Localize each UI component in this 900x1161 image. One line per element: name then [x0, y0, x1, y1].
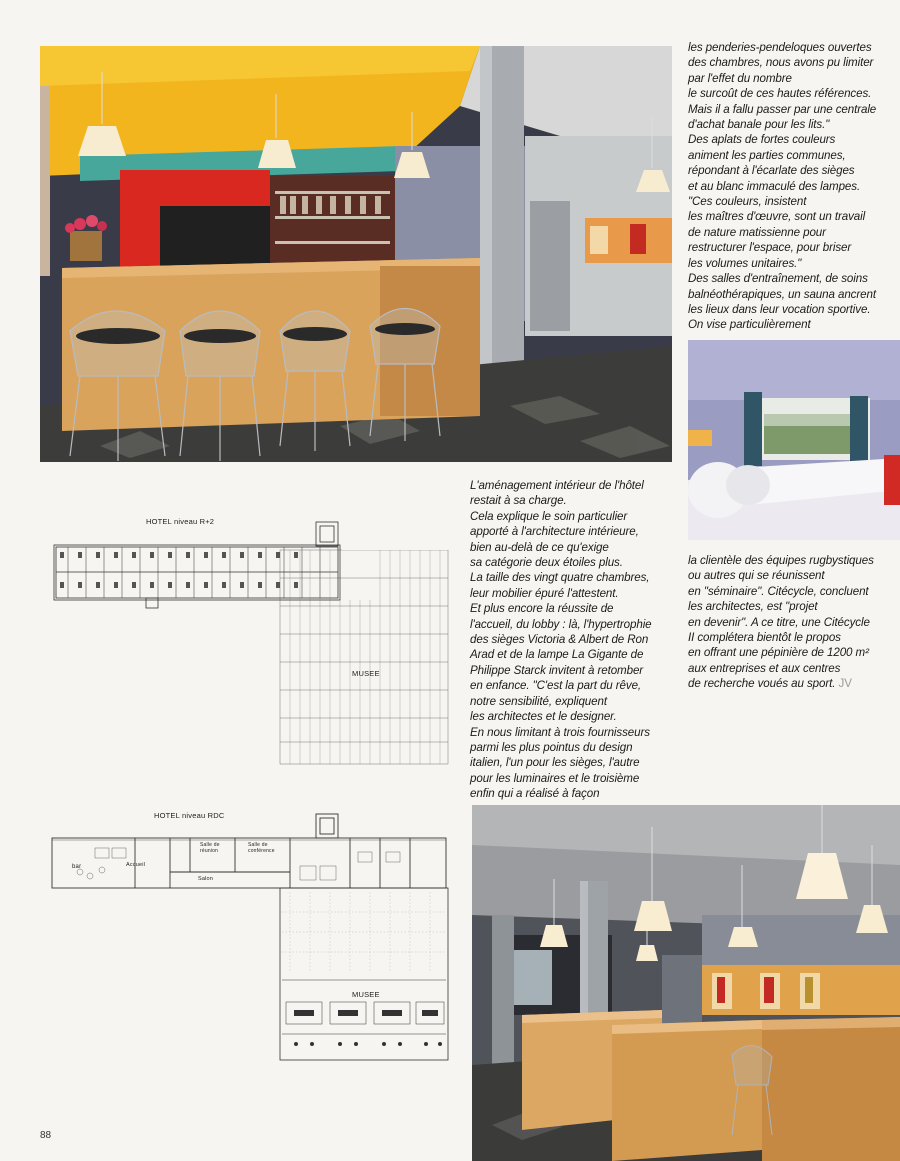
article-text-right: la clientèle des équipes rugbystiques ou autres qui se réunissent en "séminaire". Citécycle, concluent les architectes, est "projet en devenir". A ce titre, une Citécycle II complétera bientôt le propos en offrant une pépinière de 1200 m² aux entreprises et aux centres de recherche voués au sport. [688, 554, 874, 691]
article-text-column-middle: L'aménagement intérieur de l'hôtel restait à sa charge. Cela explique le soin particulier apporté à l'architecture intérieure, bien au-delà de ce qu'exige sa catégorie deux étoiles plus. La taille des vingt quatre chambres, leur mobilier épuré l'attestent. Et plus encore la réussite de l'accueil, du lobby : là, l'hypertrophie des sièges Victoria & Albert de Ron Arad et de la lampe La Gigante de Philippe Starck invitent à retomber en enfance. "C'est la part du rêve, notre sensibilité, expliquent les architectes et le designer. En nous limitant à trois fournisseurs parmi les plus pointus du design italien, l'un pour les sièges, l'autre pour les luminaires et le troisième enfin qui a réalisé à façon [470, 479, 652, 801]
page-number: 88 [40, 1130, 52, 1141]
plan-room-conference: Salle de conférence [248, 842, 275, 854]
photo-lobby-bar [40, 46, 672, 462]
plan-room-bar: bar [72, 864, 82, 870]
plan-upper-title: HOTEL niveau R+2 [146, 517, 215, 526]
article-text-column-top: les penderies-pendeloques ouvertes des chambres, nous avons pu limiter par l'effet du nombre le surcoût de ces hautes références. Mais il a fallu passer par une centrale d'achat banale pour les lits." Des aplats de fortes couleurs animent les parties communes, répondant à l'écarlate des sièges et au blanc immaculé des lampes. "Ces couleurs, insistent les maîtres d'œuvre, sont un travail de nature matissienne pour restructurer l'espace, pour briser les volumes unitaires." Des salles d'entraînement, de soins balnéothérapiques, un sauna ancrent les lieux dans leur vocation sportive. On vise particulièrement [688, 41, 877, 332]
plan-room-reunion: Salle de réunion [200, 842, 220, 854]
plan-ground-museum-label: MUSEE [352, 990, 380, 999]
plan-room-accueil: Accueil [126, 862, 146, 868]
author-credit: JV [838, 677, 852, 691]
photo-bedroom [688, 340, 900, 540]
photo-lobby-counters [472, 805, 900, 1161]
article-text-column-right [688, 553, 900, 692]
plan-ground-title: HOTEL niveau RDC [154, 811, 225, 820]
floor-plan-upper [50, 520, 450, 770]
plan-upper-museum-label: MUSEE [352, 669, 380, 678]
plan-room-salon: Salon [198, 876, 214, 882]
